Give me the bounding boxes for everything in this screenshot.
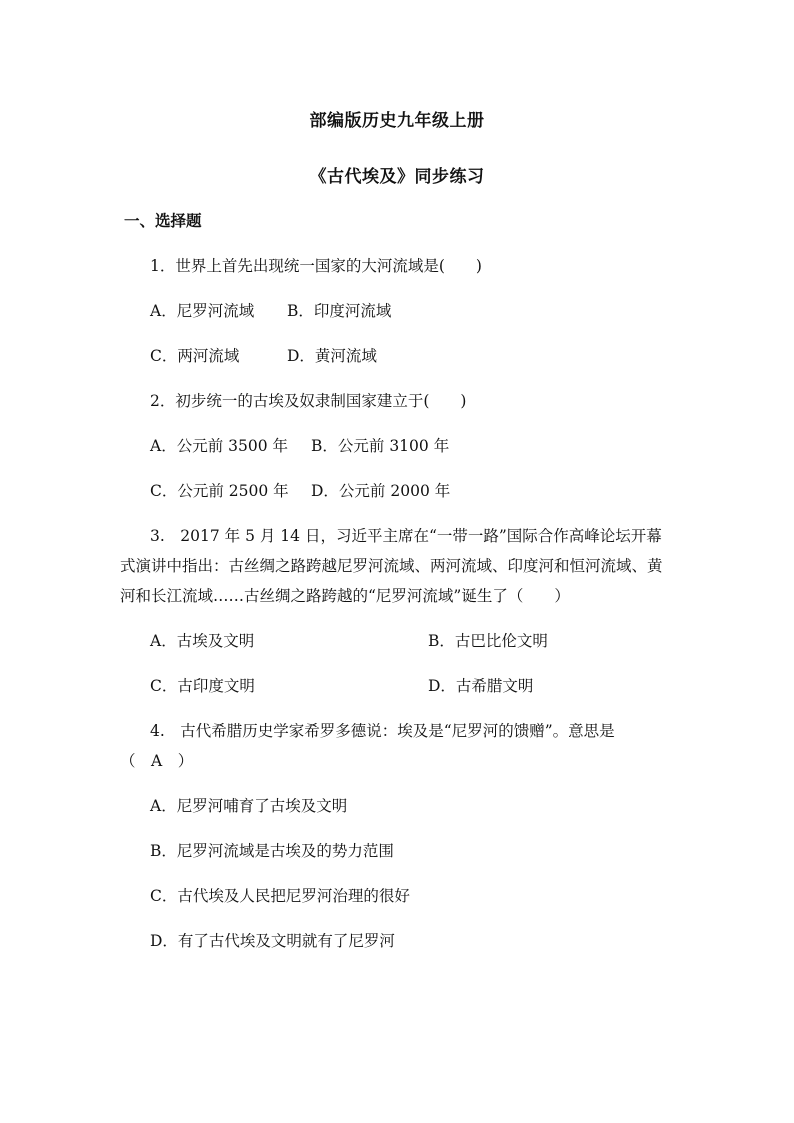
question-1-option-a: A．尼罗河流域	[150, 302, 255, 320]
question-2-option-b: B．公元前 3100 年	[311, 437, 450, 455]
question-3-option-a: A．古埃及文明	[150, 632, 255, 650]
question-1-option-b: B．印度河流域	[287, 302, 392, 320]
question-2-stem: 2．初步统一的古埃及奴隶制国家建立于( )	[150, 392, 467, 410]
question-2-option-c: C．公元前 2500 年	[150, 482, 289, 500]
question-3-option-b: B．古巴比伦文明	[428, 632, 548, 650]
question-3-option-c: C．古印度文明	[150, 677, 255, 695]
question-4-option-c: C．古代埃及人民把尼罗河治理的很好	[150, 887, 410, 905]
question-3-stem-line-3: 河和长江流域……古丝绸之路跨越的“尼罗河流域”诞生了（ ）	[120, 587, 570, 605]
section-heading: 一、选择题	[124, 211, 202, 230]
question-4-option-b: B．尼罗河流域是古埃及的势力范围	[150, 842, 394, 860]
question-4-option-a: A．尼罗河哺育了古埃及文明	[150, 797, 348, 815]
question-1-option-d: D．黄河流域	[287, 347, 377, 365]
question-1-stem: 1．世界上首先出现统一国家的大河流域是( )	[150, 257, 482, 275]
question-2-option-d: D．公元前 2000 年	[311, 482, 451, 500]
question-1-option-c: C．两河流域	[150, 347, 240, 365]
question-4-stem-line-2: （ A ）	[120, 752, 194, 770]
document-subtitle: 《古代埃及》同步练习	[309, 167, 485, 187]
question-3-stem-line-2: 式演讲中指出：古丝绸之路跨越尼罗河流域、两河流域、印度河和恒河流域、黄	[120, 557, 663, 575]
question-3-stem-line-1: 3. 2017 年 5 月 14 日，习近平主席在“一带一路”国际合作高峰论坛开幕	[150, 527, 662, 545]
question-3-option-d: D．古希腊文明	[428, 677, 534, 695]
document-title: 部编版历史九年级上册	[309, 111, 485, 131]
question-2-option-a: A．公元前 3500 年	[150, 437, 288, 455]
question-4-stem-line-1: 4. 古代希腊历史学家希罗多德说：埃及是“尼罗河的馈赠”。意思是	[150, 722, 615, 740]
question-4-option-d: D．有了古代埃及文明就有了尼罗河	[150, 932, 395, 950]
